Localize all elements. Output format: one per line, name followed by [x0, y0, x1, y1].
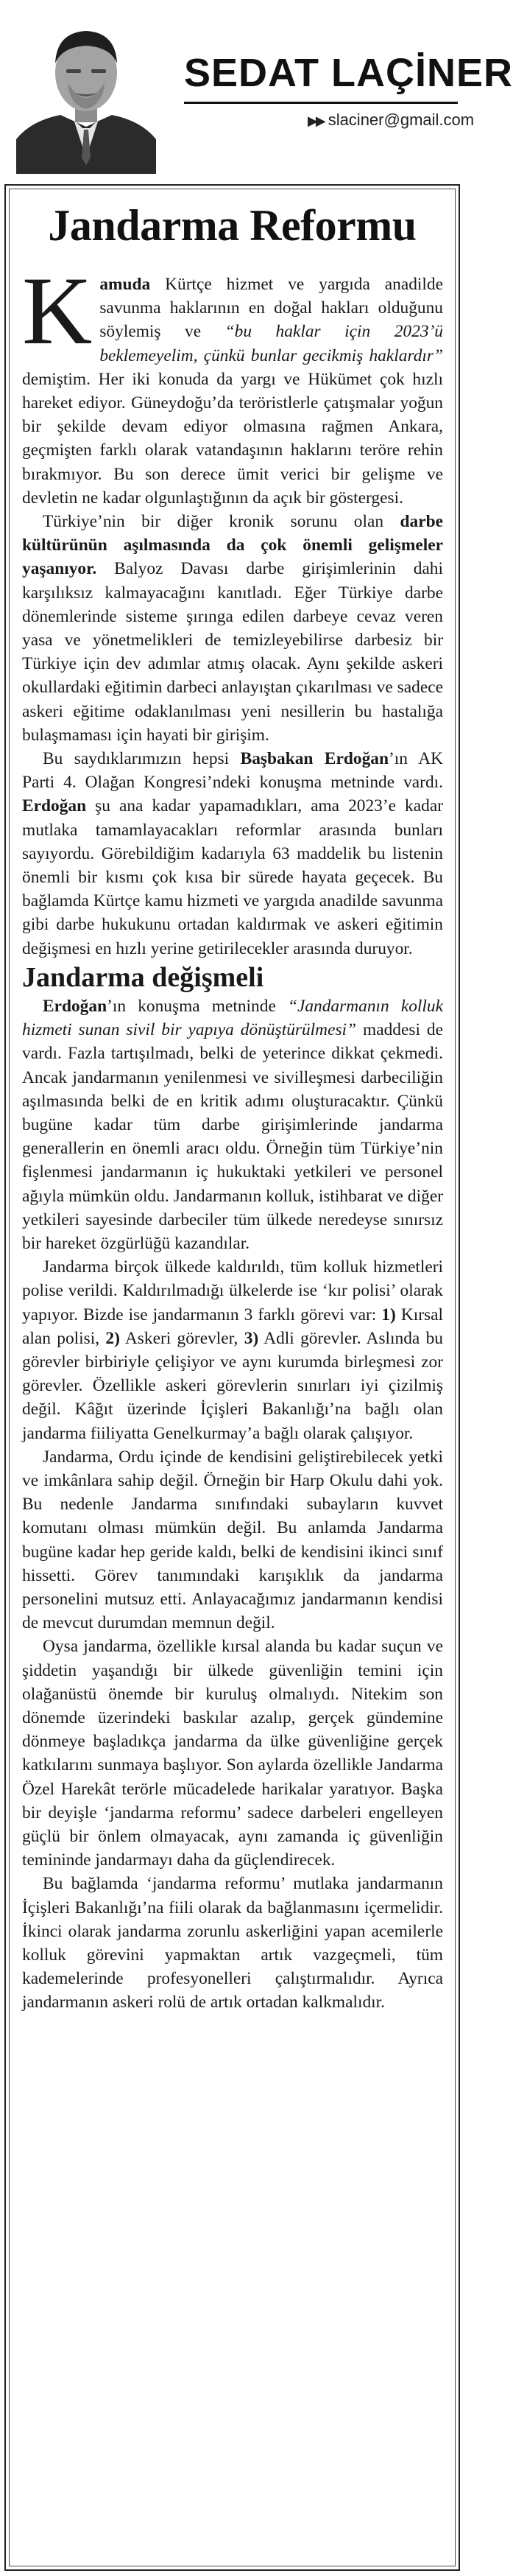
paragraph-5: Jandarma birçok ülkede kaldırıldı, tüm kolluk hizmetleri polise verildi. Kaldırılmadığı ülkelerde ise ‘kır polisi’ olarak yapıyor. Bizde ise jandarmanın 3 farklı görevi var: 1) Kırsal alan polisi, 2) Askeri görevler, 3) Adli görevler. Aslında bu görevler birbiriyle çelişiyor ve aynı kurumda birleşmesi zor görevler. Özellikle askeri görevlerin sınırları iyi çizilmiş değil. Kâğıt üzerinde İçişleri Bakanlığı’na bağlı olan jandarma fiiliyatta Genelkurmay’a bağlı olarak çalışıyor.: [22, 1257, 443, 1443]
double-arrow-icon: ▶▶: [308, 113, 324, 128]
paragraph-1: Kamuda Kürtçe hizmet ve yargıda anadilde savunma haklarının en doğal hakları olduğunu söylemiş ve “bu haklar için 2023’ü beklemeyelim, çünkü bunlar gecikmiş haklardır” demiştim. Her iki konuda da yargı ve Hükümet çok hızlı hareket ediyor. Güneydoğu’da teröristlerle çatışmalar yoğun bir şekilde devam ediyor olmasına rağmen Ankara, geçmişten farklı olarak vatandaşının haklarını teröre rehin bırakmıyor. Bu son derece ümit verici bir gelişme ve devletin ne kadar olgunlaştığının da açık bir göstergesi.: [22, 256, 443, 508]
article-title: Jandarma Reformu: [48, 201, 417, 250]
author-email[interactable]: slaciner@gmail.com: [328, 110, 475, 129]
author-email-line: [308, 110, 474, 130]
paragraph-4: Erdoğan’ın konuşma metninde “Jandarmanın kolluk hizmeti sunan sivil bir yapıya dönüştürülmesi” maddesi de vardı. Fazla tartışılmadı, belki de yeterince dikkat çekmedi. Ancak jandarmanın yenilenmesi ve sivilleşmesi darbeciliğin aşılmasında belki de en kritik adımı oluşturacaktır. Çünkü bugüne kadar tüm darbe girişimlerinde jandarma generallerin en önemli aracı oldu. Örneğin tüm Türkiye’nin fişlenmesi jandarmanın iç hukuktaki yetkileri ve personel ağıyla mümkün oldu. Jandarmanın kolluk, istihbarat ve diğer yetkileri sayesinde darbeciler tüm ülkede neredeyse sınırsız bir hareket özgürlüğü kazandılar.: [22, 996, 443, 1253]
column-header: [0, 0, 513, 180]
author-photo: [16, 10, 156, 174]
paragraph-6: Jandarma, Ordu içinde de kendisini geliştirebilecek yetki ve imkânlara sahip değil. Örneğin bir Harp Okulu dahi yok. Bu nedenle Jandarma sınıfındaki subayların kuvvet komutanı olması mümkün değil. Bu anlamda Jandarma bugüne kadar hep geride kaldı, belki de kendisini ikinci sınıf hissetti. Görev tanımındaki karışıklık da jandarma personelini mutsuz etti. Anlayacağımız jandarmanın kendisi de mevcut durumdan memnun değil.: [22, 1447, 443, 1633]
drop-cap: K: [22, 256, 93, 365]
paragraph-3: Bu saydıklarımızın hepsi Başbakan Erdoğan’ın AK Parti 4. Olağan Kongresi’ndeki konuşma metninde vardı. Erdoğan şu ana kadar yapamadıkları, ama 2023’e kadar mutlaka tamamlayacakları reformlar arasında bunları sayıyordu. Görebildiğim kadarıyla 63 maddelik bu listenin önemli bir kısmı çok kısa bir sürede hayata geçecek. Bu bağlamda Kürtçe kamu hizmeti ve yargıda anadilde savunma gibi darbe hukukunu ortadan kaldırmak ve askeri eğitimin değişmesi en hızlı yerine getirilecekler arasında duruyor.: [22, 749, 443, 958]
section-subhead: Jandarma değişmeli: [22, 961, 264, 993]
author-divider: [184, 102, 458, 104]
article-body: [22, 256, 443, 2015]
paragraph-7: Oysa jandarma, özellikle kırsal alanda bu kadar suçun ve şiddetin yaşandığı bir ülkede güvenliğin temini için olağanüstü önemde bir kuruluş olmalıydı. Nitekim son dönemde üzerindeki baskılar azalıp, gerçek gündemine dönmeye başladıkça jandarma da ülke güvenliğine gerçek katkılarını sunmaya başlıyor. Son aylarda özellikle Jandarma Özel Harekât terörle mücadelede harikalar yaratıyor. Başka bir deyişle ‘jandarma reformu’ sadece darbeleri engelleyen güçlü bir önlem olmayacak, aynı zamanda iç güvenliğin temininde jandarmayı daha da güçlendirecek.: [22, 1637, 443, 1870]
paragraph-8: Bu bağlamda ‘jandarma reformu’ mutlaka jandarmanın İçişleri Bakanlığı’na fiili olarak da bağlanmasını içermelidir. İkinci olarak jandarma zorunlu askerliğini yapan acemilerle kolluk görevini yapmaktan artık vazgeçmeli, tüm kademelerinde profesyonelleri çalıştırmalıdır. Ayrıca jandarmanın askeri rolü de artık ortadan kalkmalıdır.: [22, 1874, 443, 2012]
author-name: SEDAT LAÇİNER: [184, 51, 513, 95]
paragraph-2: Türkiye’nin bir diğer kronik sorunu olan darbe kültürünün aşılmasında da çok önemli gelişmeler yaşanıyor. Balyoz Davası darbe girişimlerinin dahi karşılıksız kalmayacağını kanıtladı. Eğer Türkiye darbe dönemlerinde sisteme şırınga edilen darbeye cevaz veren yasa ve yönetmelikleri de temizleyebilirse darbesiz bir Türkiye için dev adımlar atmış olacak. Aynı şekilde askeri okullardaki eğitimin darbeci anlayıştan çıkarılması ve sadece askeri eğitime odaklanılması yeni nesillerin bu hastalığa bulaşmaması için hayati bir girişim.: [22, 512, 443, 745]
